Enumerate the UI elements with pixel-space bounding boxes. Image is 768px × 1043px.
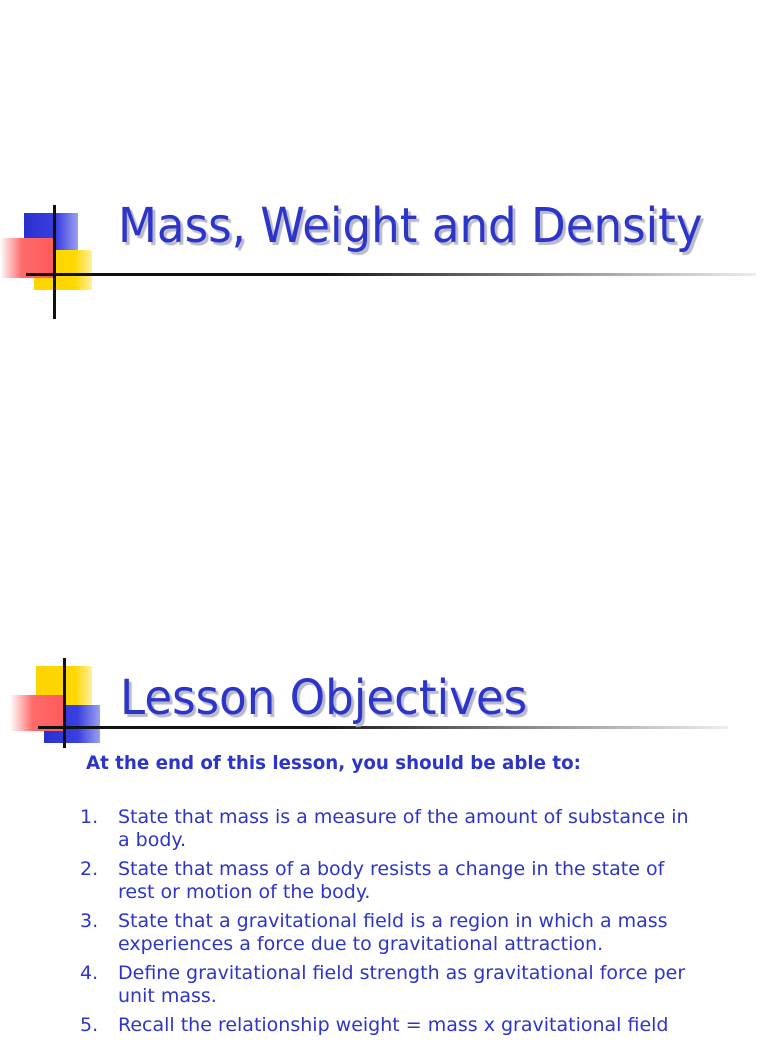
slide-title [0,0,768,512]
list-item [80,806,700,852]
slide-title-text: Lesson Objectives [120,670,528,726]
list-item [80,1014,700,1037]
list-item-text: State that mass is a measure of the amount of substance in a body. [118,806,689,851]
list-item-text: Define gravitational field strength as gravitational force per unit mass. [118,962,686,1007]
objectives-list [80,806,700,1043]
list-item-text: State that a gravitational field is a region in which a mass experiences a force due to gravitational attraction. [118,910,668,955]
list-item-text: State that mass of a body resists a change in the state of rest or motion of the body. [118,858,665,903]
list-item [80,962,700,1008]
list-item [80,858,700,904]
list-item-number: 2. [80,858,99,880]
slide-title-text: Mass, Weight and Density [118,198,703,254]
slide-lesson-objectives [0,512,768,1036]
list-item-number: 1. [80,806,99,828]
list-item-number: 3. [80,910,99,932]
list-item [80,910,700,956]
list-item-text: Recall the relationship weight = mass x gravitational field [118,1014,669,1036]
list-item-number: 4. [80,962,99,984]
list-item-number: 5. [80,1014,99,1036]
objectives-intro: At the end of this lesson, you should be able to: [86,752,581,774]
